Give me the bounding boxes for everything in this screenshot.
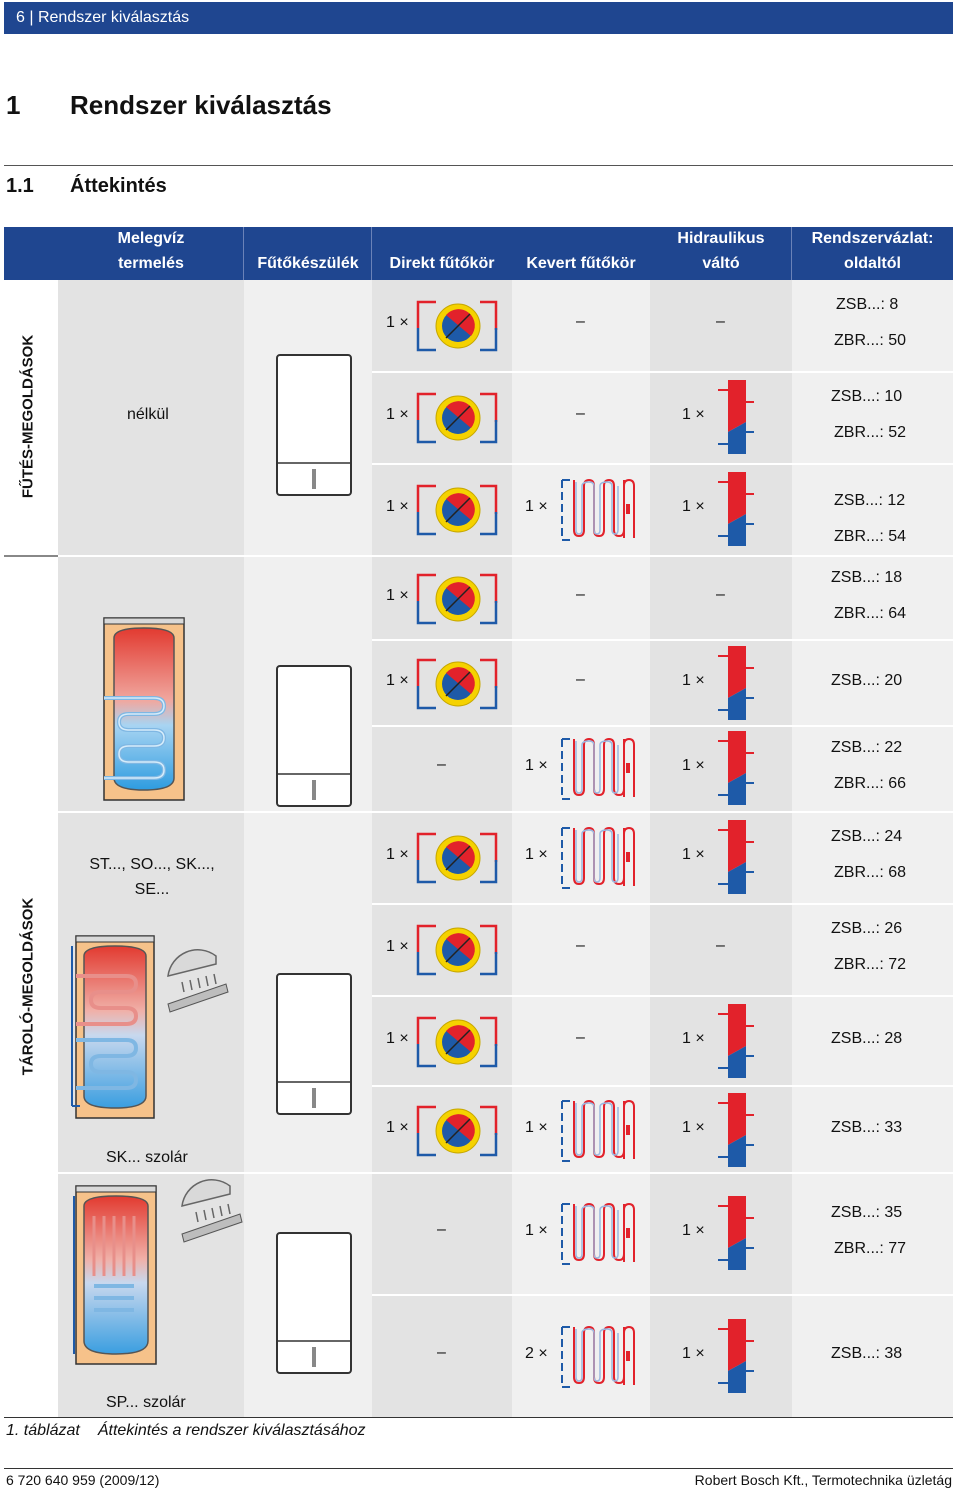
hydraulic-switch-icon xyxy=(728,856,758,936)
pump-icon xyxy=(418,597,498,647)
schema-ref: ZSB...: 12 xyxy=(834,492,906,509)
mixing-coil-icon xyxy=(562,769,632,829)
schema-ref: ZBR...: 54 xyxy=(834,528,907,545)
pump-icon xyxy=(418,1040,498,1090)
page-header: 6 | Rendszer kiválasztás xyxy=(4,2,953,34)
footer-doc-number: 6 720 640 959 (2009/12) xyxy=(6,1472,160,1488)
schema-ref: ZSB...: 28 xyxy=(831,1030,903,1047)
schema-ref: ZBR...: 77 xyxy=(834,1240,907,1257)
section-heating-label: FŰTÉS-MEGOLDÁSOK xyxy=(19,334,37,499)
schema-ref: ZSB...: 24 xyxy=(831,828,903,845)
mixing-coil-icon xyxy=(562,1131,632,1191)
page-number: 6 xyxy=(16,9,25,26)
schema-ref: ZSB...: 26 xyxy=(831,920,903,937)
title-rule xyxy=(4,165,953,166)
hydraulic-switch-icon xyxy=(728,1232,758,1312)
col-hydraulic: Hidraulikus váltó xyxy=(677,230,765,272)
pump-icon xyxy=(418,948,498,998)
pump-icon xyxy=(418,508,498,558)
storage-tank-icon xyxy=(104,618,184,800)
schema-ref: ZBR...: 72 xyxy=(834,956,907,973)
mixing-coil-icon xyxy=(562,858,632,918)
col-schema: Rendszervázlat: oldaltól xyxy=(811,230,934,272)
hot-water-sp: SP... szolár xyxy=(106,1394,186,1411)
mixing-coil-icon xyxy=(562,1357,632,1417)
boiler-icon-3 xyxy=(277,974,351,1114)
solar-tank-sp-icon xyxy=(76,1186,156,1364)
section-title: 1.1 Áttekintés xyxy=(6,175,167,197)
schema-ref: ZSB...: 20 xyxy=(831,672,903,689)
col-mixed: Kevert fűtőkör xyxy=(526,255,636,272)
schema-ref: ZSB...: 8 xyxy=(836,296,899,313)
hot-water-st: ST..., SO..., SK..., SE... xyxy=(89,856,215,898)
pump-icon xyxy=(418,856,498,906)
schema-ref: ZSB...: 35 xyxy=(831,1204,903,1221)
solar-tank-icon xyxy=(76,936,154,1118)
schema-ref: ZBR...: 50 xyxy=(834,332,907,349)
section-storage-label: TÁROLÓ-MEGOLDÁSOK xyxy=(19,897,37,1076)
hot-water-sk: SK... szolár xyxy=(106,1149,188,1166)
schema-ref: ZSB...: 10 xyxy=(831,388,903,405)
pump-icon xyxy=(418,682,498,732)
schema-ref: ZBR...: 68 xyxy=(834,864,907,881)
schema-ref: ZBR...: 64 xyxy=(834,605,907,622)
header-section: Rendszer kiválasztás xyxy=(37,9,190,26)
page-title: 1 Rendszer kiválasztás xyxy=(6,90,332,120)
schema-ref: ZBR...: 66 xyxy=(834,775,907,792)
table-caption: 1. táblázat Áttekintés a rendszer kiválasztásához xyxy=(6,1422,366,1439)
mixing-coil-icon xyxy=(562,510,632,570)
solar-panel-icon-1 xyxy=(168,956,238,1016)
hydraulic-switch-icon xyxy=(728,508,758,588)
boiler-icon-4 xyxy=(277,1233,351,1373)
col-direct: Direkt fűtőkör xyxy=(389,255,495,272)
schema-ref: ZSB...: 18 xyxy=(831,569,903,586)
pump-icon xyxy=(418,416,498,466)
hot-water-none: nélkül xyxy=(127,406,169,423)
schema-ref: ZBR...: 52 xyxy=(834,424,907,441)
solar-panel-icon-2 xyxy=(182,1186,252,1246)
footer-company: Robert Bosch Kft., Termotechnika üzletág xyxy=(694,1472,952,1488)
col-boiler: Fűtőkészülék xyxy=(257,255,359,272)
mixing-coil-icon xyxy=(562,1234,632,1294)
pump-icon xyxy=(418,324,498,374)
boiler-icon-1 xyxy=(277,355,351,495)
col-hot-water: Melegvíz termelés xyxy=(117,230,185,272)
hydraulic-switch-icon xyxy=(728,1355,758,1435)
schema-ref: ZSB...: 22 xyxy=(831,739,903,756)
pump-icon xyxy=(418,1129,498,1179)
boiler-icon-2 xyxy=(277,666,351,806)
schema-ref: ZSB...: 33 xyxy=(831,1119,903,1136)
schema-ref: ZSB...: 38 xyxy=(831,1345,903,1362)
